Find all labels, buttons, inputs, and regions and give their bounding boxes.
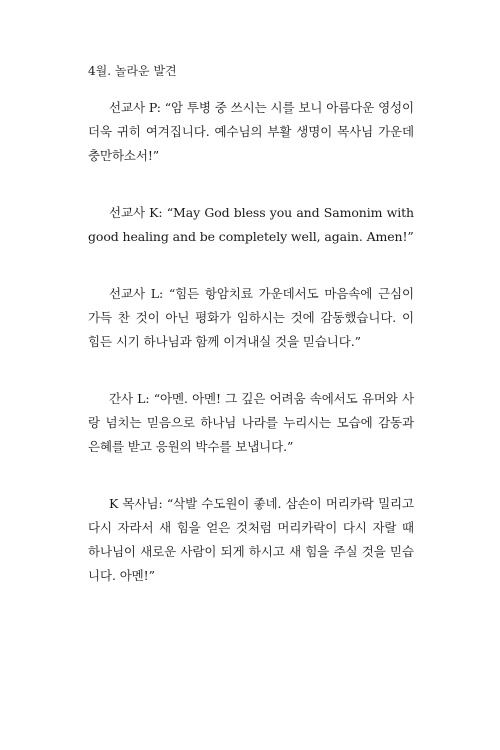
message-paragraph: 선교사 P: “암 투병 중 쓰시는 시를 보니 아름다운 영성이 더욱 귀히 여겨집니다. 예수님의 부활 생명이 목사님 가운데 충만하소서!” [88,100,414,163]
message-paragraph: 선교사 K: “May God bless you and Samonim with good healing and be completely well, again. Amen!” [88,205,414,244]
message-paragraph: 선교사 L: “힘든 항암치료 가운데서도 마음속에 근심이 가득 찬 것이 아닌 평화가 임하시는 것에 감동했습니다. 이 힘든 시기 하나님과 함께 이겨내실 것을 믿습니다.” [88,286,414,349]
section-heading: 4월. 놀라운 발견 [88,64,177,78]
message-paragraph: K 목사님: “삭발 수도원이 좋네. 삼손이 머리카락 밀리고 다시 자라서 새 힘을 얻은 것처럼 머리카락이 다시 자랄 때 하나님이 새로운 사람이 되게 하시고 새 힘을 주실 것을 믿습니다. 아멘!” [88,496,414,583]
message-paragraph: 간사 L: “아멘. 아멘! 그 깊은 어려움 속에서도 유머와 사랑 넘치는 믿음으로 하나님 나라를 누리시는 모습에 감동과 은혜를 받고 응원의 박수를 보냅니다.” [88,391,414,454]
page-content [88,62,414,588]
